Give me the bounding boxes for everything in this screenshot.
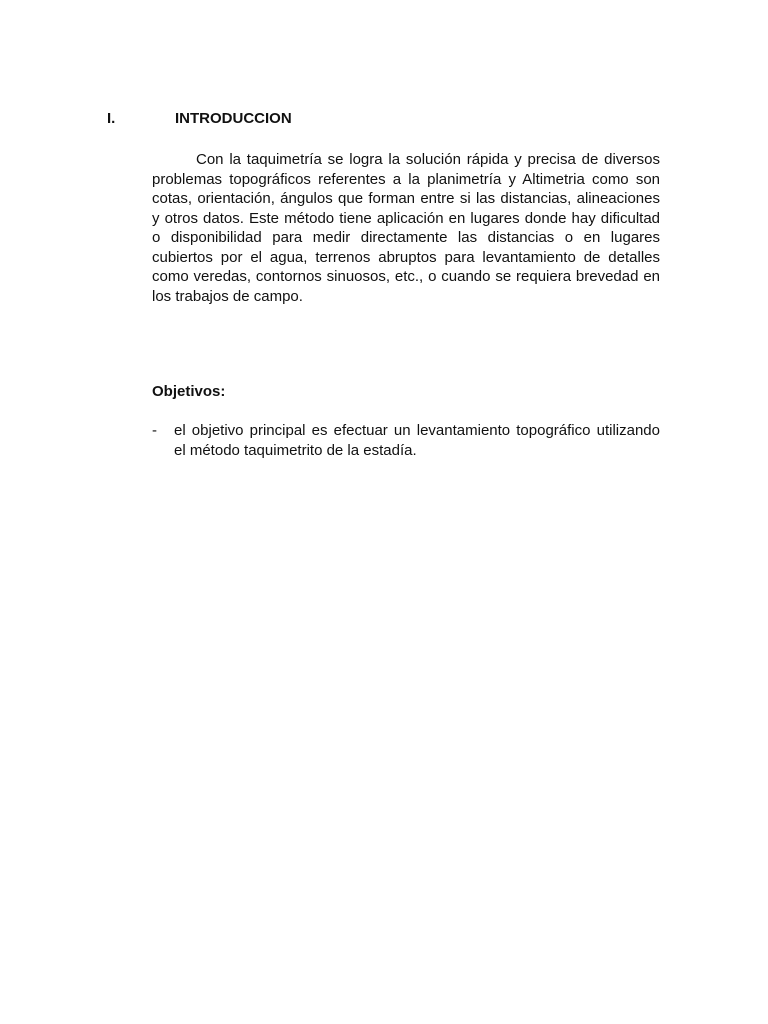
section-heading (107, 110, 667, 130)
objective-item (152, 421, 660, 460)
section-title: INTRODUCCION (175, 110, 292, 127)
objective-bullet: - (152, 422, 157, 439)
objective-text: el objetivo principal es efectuar un levantamiento topográfico utilizando el método taquimetrito de la estadía. (174, 422, 660, 459)
section-number: I. (107, 110, 116, 127)
objectives-heading: Objetivos: (152, 383, 226, 400)
intro-paragraph: Con la taquimetría se logra la solución rápida y precisa de diversos problemas topográficos referentes a la planimetría y Altimetria como son cotas, orientación, ángulos que forman entre si las distancias, alineaciones y otros datos. Este método tiene aplicación en lugares donde hay dificultad o disponibilidad para medir directamente las distancias o en lugares cubiertos por el agua, terrenos abruptos para levantamiento de detalles como veredas, contornos sinuosos, etc., o cuando se requiera brevedad en los trabajos de campo. (152, 151, 660, 305)
